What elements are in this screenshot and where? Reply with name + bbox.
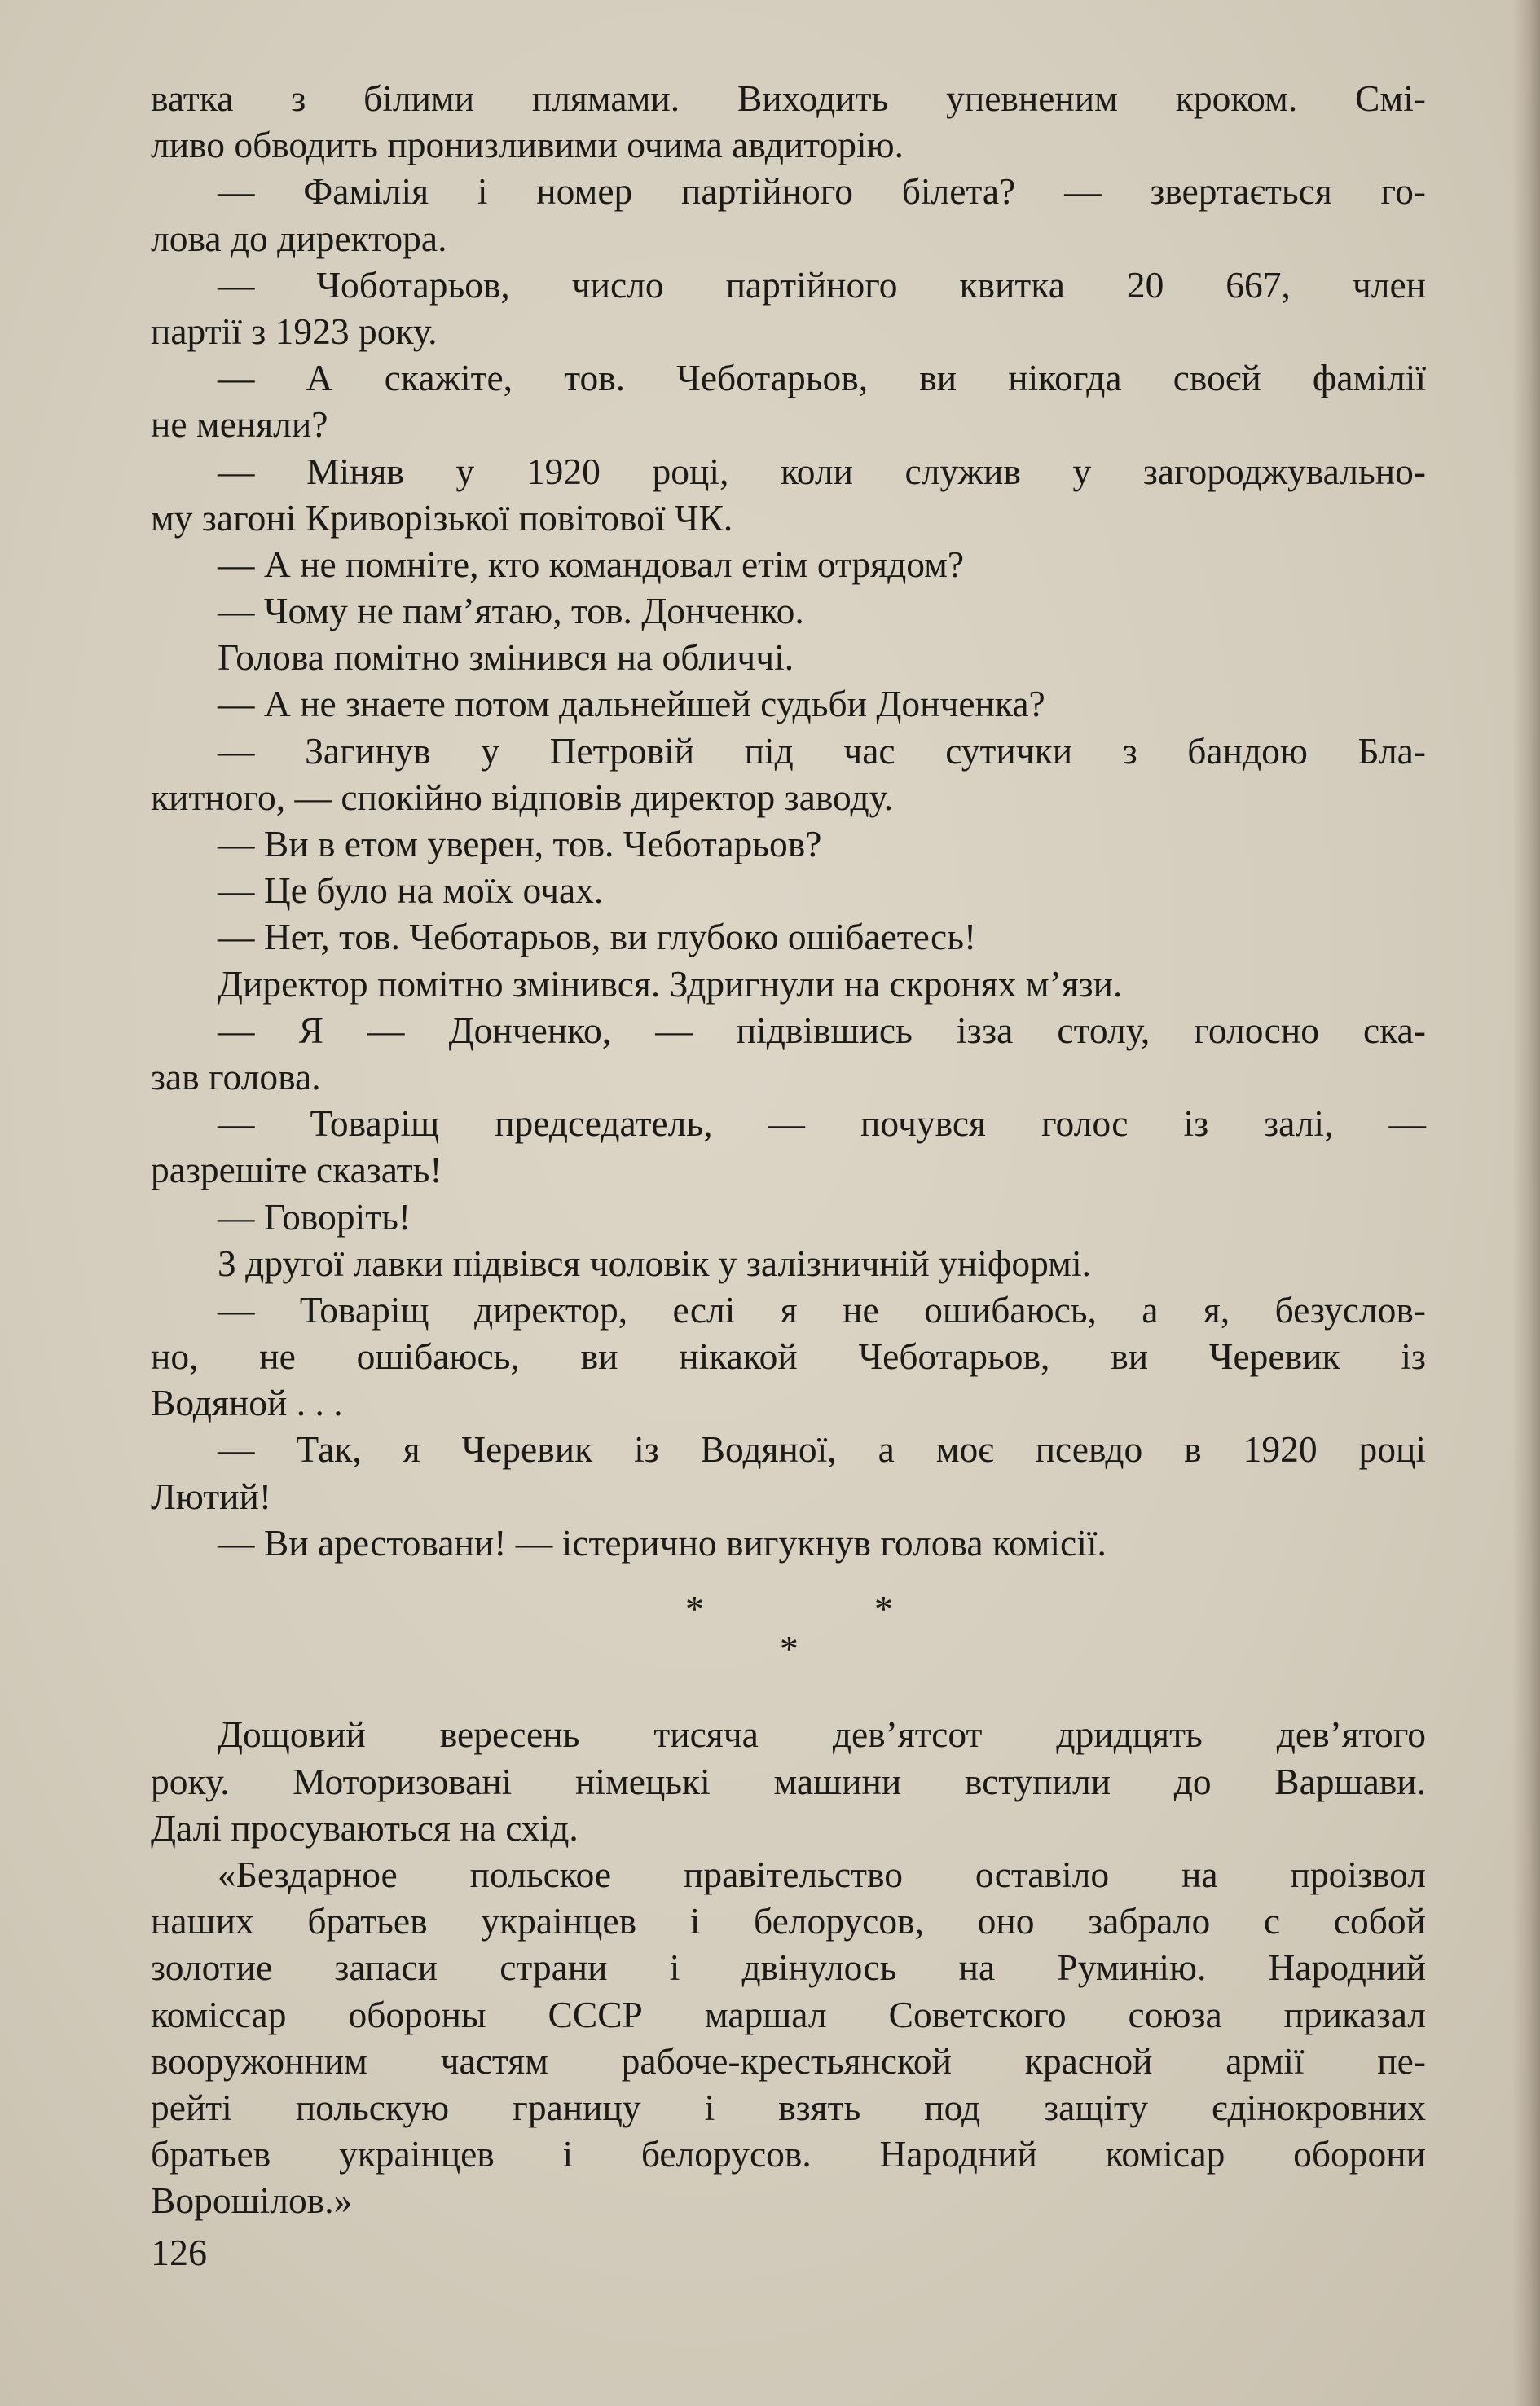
text-line: зав голова. [151, 1055, 321, 1097]
text-line: — Товаріщ председатель, — почувся голос із залі, — [218, 1102, 1426, 1145]
text-line: — Так, я Черевик із Водяної, а моє псевдо в 1920 році [218, 1428, 1426, 1471]
text-line: — Чому не пам’ятаю, тов. Донченко. [218, 590, 804, 632]
section-gap [151, 1678, 1426, 1711]
text-line: комісcар обороны СССР маршал Советского союза приказал [151, 1993, 1426, 2035]
text-line: Дощовий вересень тисяча дев’ятсот дридцять дев’ятого [218, 1713, 1426, 1756]
text-line: Водяной . . . [151, 1382, 343, 1424]
page-number: 126 [151, 2232, 207, 2273]
text-line: разрешіте сказать! [151, 1149, 442, 1191]
text-line: — А не помніте, кто командовал етім отрядом? [218, 543, 965, 585]
text-line: — А скажіте, тов. Чеботарьов, ви нікогда своєй фамілії [218, 357, 1426, 399]
text-line: Далі просуваються на схід. [151, 1806, 579, 1849]
text-line: му загоні Криворізької повітової ЧК. [151, 496, 733, 539]
text-line: лова до директора. [151, 217, 447, 259]
text-line: ватка з білими плямами. Виходить упевненим кроком. Смі- [151, 77, 1426, 119]
text-line: З другої лавки підвівся чоловік у залізничній уніформі. [218, 1242, 1091, 1284]
text-line: — Загинув у Петровій під час сутички з бандою Бла- [218, 729, 1426, 772]
text-section-dialogue [151, 75, 1426, 1566]
page-edge-shadow [1512, 0, 1540, 2406]
asterisk: * [874, 1588, 893, 1630]
text-line: не меняли? [151, 403, 328, 446]
section-break-asterisk-bottom [151, 1628, 1426, 1678]
text-line: партії з 1923 року. [151, 310, 438, 352]
text-line: Голова помітно змінився на обличчі. [218, 636, 794, 679]
text-line: — Я — Донченко, — підвівшись ізза столу, голосно ска- [218, 1009, 1426, 1051]
text-line: рейті польскую границу і взять под защіту єдінокровних [151, 2086, 1426, 2128]
text-line: — Це було на моїх очах. [218, 869, 604, 912]
text-line: но, не ошібаюсь, ви нікакой Чеботарьов, ви Черевик із [151, 1335, 1426, 1378]
text-line: «Бездарное польское правітельство оставіло на проізвол [218, 1853, 1426, 1895]
text-line: ливо обводить пронизливими очима авдиторію. [151, 124, 904, 166]
text-line: вооружонним частям рабоче-крестьянской красной армії пе- [151, 2039, 1426, 2082]
asterisk: * [685, 1588, 704, 1630]
text-line: — Ви арестовани! — істерично вигукнув голова комісії. [218, 1521, 1107, 1564]
text-line: — Фамілія і номер партійного білета? — звертається го- [218, 170, 1426, 213]
text-line: — Говоріть! [218, 1195, 411, 1238]
asterisk: * [780, 1628, 799, 1670]
text-line: Ворошілов.» [151, 2179, 353, 2222]
text-line: — Чоботарьов, число партійного квитка 20 667, член [218, 263, 1426, 306]
text-section-narrative [151, 1711, 1426, 2223]
text-line: китного, — спокійно відповів директор заводу. [151, 776, 894, 818]
body-text [151, 75, 1426, 2223]
text-line: — А не знаете потом дальнейшей судьби Донченка? [218, 683, 1045, 725]
text-line: золотие запаси страни і двінулось на Руминію. Народний [151, 1946, 1426, 1989]
text-line: року. Моторизовані німецькі машини вступили до Варшави. [151, 1760, 1426, 1802]
text-line: — Ви в етом уверен, тов. Чеботарьов? [218, 823, 822, 864]
text-line: Лютий! [151, 1475, 271, 1517]
text-line: — Товаріщ директор, еслі я не ошибаюсь, а я, безуслов- [218, 1288, 1426, 1331]
text-line: наших братьев украінцев і белорусов, оно забрало с собой [151, 1900, 1426, 1942]
text-line: братьев украінцев і белорусов. Народний комісар оборони [151, 2133, 1426, 2175]
text-line: — Нет, тов. Чеботарьов, ви глубоко ошібаетесь! [218, 916, 977, 958]
text-line: Директор помітно змінився. Здригнули на скронях м’язи. [218, 962, 1123, 1005]
text-line: — Міняв у 1920 році, коли служив у загороджувально- [218, 450, 1426, 492]
